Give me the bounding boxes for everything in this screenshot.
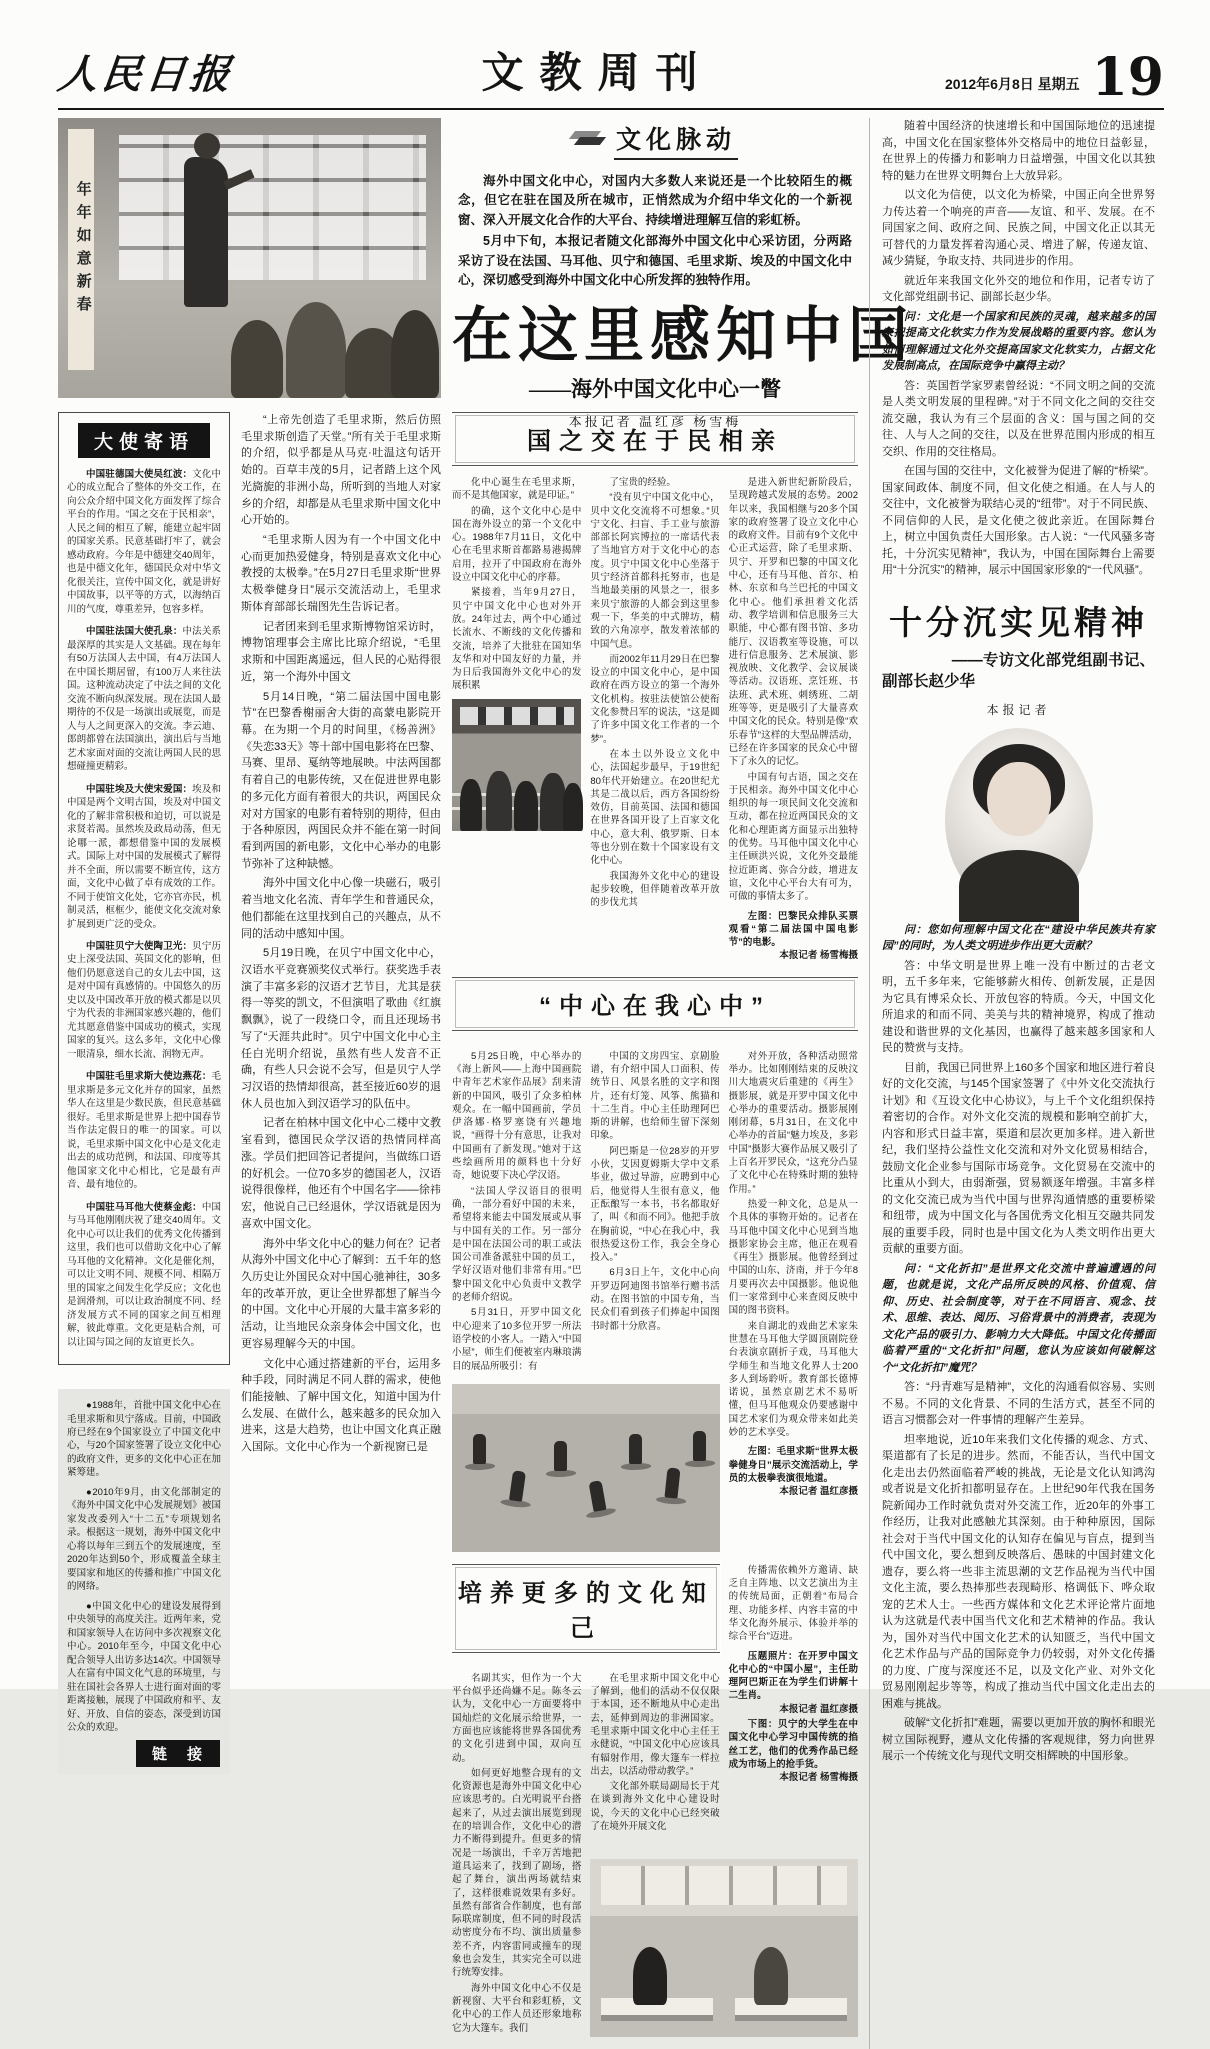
peiyang-col1: 名副其实，但作为一个大平台似乎还尚嫌不足。陈冬云认为，文化中心一方面要将中国灿烂的文化展示给世界，一方面也应该能将世界各国优秀的文化引进到中国，双向互动。 如何更好地整合现有的文化资源也是海外中国文化中心应该思考的。白光明说平台搭起来了，从过去演出展览到现在的培训合作，文化中心的潜力不断得到提升。但更多的情况是一场演出，千辛万苦地把道具运来了，找到了剧场，搭起了舞台，演出两场就结束了，这样很难说效果有多好。虽然有部省合作制度，也有部际联席制度，但不同的时段活动密度分布不均、演出质量参差不齐，内容雷同或撞车的现象也会发生，其实完全可以进行统筹安排。 海外中国文化中心不仅是新视窗、大平台和彩虹桥，文化中心的工作人员还形象地称它为大篷车。我们 bbox=[452, 1672, 582, 2034]
intro-paragraph: 海外中国文化中心，对国内大多数人来说还是一个比较陌生的概念，但它在驻在国及所在城市，正悄然成为介绍中华文化的一个新视窗、深入开展文化合作的大平台、持续增进理解互信的彩虹桥。 bbox=[458, 174, 852, 227]
ambassador-item: 中国驻马耳他大使蔡金彪：中国与马耳他刚刚庆祝了建交40周年。文化中心可以让我们的优秀文化传播到这里，我们也可以借助文化中心了解马耳他的文化精神。文化是催化剂，可以让文明不同、规模不同、相隔万里的国家之间发生化学反应；文化也是润滑剂，可以让政治制度不同、经济发展方式不同的国家之间互相理解，彼此尊重。文化更是粘合剂，可以让国与国之间的友谊更长久。 bbox=[67, 1201, 221, 1348]
narrative-paragraph: “毛里求斯人因为有一个中国文化中心而更加热爱健身，特别是喜欢文化中心教授的太极拳。”在5月27日毛里求斯“世界太极拳健身日”展示交流活动上，毛里求斯体育部部长瑞图先生告诉记者。 bbox=[241, 534, 441, 613]
kicker-label: 文化脉动 bbox=[614, 120, 738, 160]
narrative-paragraph: 记者在柏林中国文化中心二楼中文教室看到，德国民众学汉语的热情同样高涨。学员们把回答记者提问，当做练口语的好机会。一位70多岁的德国老人，汉语说得很像样，他还有个中国名字——徐祎宏，他说自己已经退休，学汉语就是因为喜欢中国文化。 bbox=[241, 1117, 441, 1230]
narrative-column bbox=[241, 412, 441, 2049]
culture-pulse-icon bbox=[572, 129, 606, 151]
section-zhongxin bbox=[452, 977, 858, 1552]
links-item: ●中国文化中心的建设发展得到中央领导的高度关注。近两年来，党和国家领导人在访问中多次视察文化中心。2010年至今，中国文化中心配合领导人出访多达14次。中国领导人在富有中国文化气息的环境里，与驻在国社会各界人士进行面对面的零距离接触，展现了中国政府和平、友好、开放、自信的姿态，深受到访国公众的欢迎。 bbox=[67, 1600, 221, 1734]
couplet-banner: 年年如意新春 bbox=[68, 129, 94, 370]
narrative-paragraph: 记者团来到毛里求斯博物馆采访时，博物馆理事会主席比比琼介绍说，“毛里求斯和中国距离遥远，但人民的心贴得很近，第一个海外中国文 bbox=[241, 620, 441, 683]
classroom-window bbox=[601, 1866, 847, 1905]
ambassador-name: 中国驻埃及大使宋爱国： bbox=[86, 783, 193, 795]
photo-credit: 本报记者 温红彦摄 bbox=[779, 1486, 858, 1498]
interview-subhead: ——专访文化部党组副书记、副部长赵少华 bbox=[882, 651, 1155, 691]
dateline bbox=[945, 46, 1164, 108]
paris-film-queue-photo bbox=[452, 699, 581, 831]
ambassador-name: 中国驻德国大使吴红波： bbox=[86, 469, 193, 480]
guozhijiao-col1: 化中心诞生在毛里求斯，而不是其他国家，就是印证。” 的确，这个文化中心是中国在海外设立的第一个文化中心。1988年7月11日，文化中心在毛里求斯首都路易港揭牌启用，拉开了中国政府在海外设立中国文化中心的序幕。 紧接着，当年9月27日，贝宁中国文化中心也对外开放。24年过去，两个中心通过长流水、不断线的文化传播和交流，培养了大批驻在国知华友华和对中国友好的力量，并为日后我国海外文化中心的发展积累 bbox=[452, 476, 581, 965]
section-zhongxin-title: “中心在我心中” bbox=[452, 977, 858, 1031]
page-number: 19 bbox=[1091, 46, 1164, 108]
peiyang-col2: 在毛里求斯中国文化中心了解到，他们的活动不仅仅限于本国，还不断地从中心走出去，延伸到周边的非洲国家。毛里求斯中国文化中心主任王永健说，“中国文化中心应该具有辐射作用，像大篷车一样拉出去，以活动带动教学。” 文化部外联局副局长于芃在谈到海外文化中心建设时说，今天的文化中心已经突破了在境外开展文化 bbox=[590, 1672, 720, 1833]
ambassador-item: 中国驻贝宁大使陶卫光：贝宁历史上深受法国、英国文化的影响，但他们仍愿意送自己的女儿去中国，这是对中国有真感情的。中国悠久的历史以及中国改革开放的模式都是以贝宁为代表的非洲国家感兴趣的，他们尤其愿意借鉴中国成功的模式，实现国家的复兴。这么多年，文化中心像一眼清泉，细水长流、润物无声。 bbox=[67, 940, 221, 1060]
peiyang-col3: 传播需依赖外方邀请、缺乏自主阵地、以文艺演出为主的传统局面，正朝着“布局合理、功能多样、内容丰富的中华文化海外展示、体验并举的综合平台”迈进。 压题照片：在开罗中国文化中心的“中国小屋”，主任助理阿巴斯正在为学生们讲解十二生肖。 本报记者 温红彦摄 下图：贝宁的大学生在中国文化中心学习中国传统的掐丝工艺，他们的优秀作品已经成为市场上的抢手货。 本报记者 杨雪梅摄 bbox=[728, 1564, 858, 1784]
caption-label: 左图： bbox=[747, 1446, 777, 1458]
photo-credit: 本报记者 杨雪梅摄 bbox=[779, 950, 858, 962]
main-subhead: ——海外中国文化中心一瞥 bbox=[529, 377, 781, 402]
guozhijiao-col2: 了宝贵的经验。 “没有贝宁中国文化中心，贝中文化交流将不可想象。”贝宁文化、扫盲、手工业与旅游部部长阿宾博拉的一席话代表了当地官方对于文化中心的态度。贝宁中国文化中心坐落于贝宁经济首都科托努市，也是当地最美丽的风景之一，很多来贝宁旅游的人都会到这里参观一下，华美的中式牌坊，精致的六角凉亭，散发着浓郁的中国气息。 而2002年11月29日在巴黎设立的中国文化中心，是中国政府在西方设立的第一个海外文化机构。按驻法使馆公使衔文化参赞吕军的说法，“这是圆了许多中国文化工作者的一个梦”。 在本土以外设立文化中心，法国起步最早，于19世纪80年代开始建立。在20世纪尤其是二战以后，西方各国纷纷效仿，目前英国、法国和德国在世界各国开设了上百家文化中心，意大利、俄罗斯、日本等也分别在数十个国家设有文化中心。 我国海外文化中心的建设起步较晚，但伴随着改革开放的步伐尤其 bbox=[590, 477, 720, 909]
zhongxin-col3: 对外开放，各种活动照常举办。比如刚刚结束的反映汶川大地震灾后重建的《再生》摄影展，就是开罗中国文化中心举办的重要活动。摄影展刚刚闭幕，5月31日，在文化中心举办的首届“魅力埃及，多彩中国”摄影大赛作品展又吸引了上百名开罗民众，“这充分凸显了文化中心在特殊时期的独特作用。” 热爱一种文化，总是从一个具体的事物开始的。记者在马耳他中国文化中心见到当地摄影家协会主席，他正在观看《再生》摄影展。他曾经到过中国的山东、济南，并于今年8月要再次去中国摄影。他说他们一家常到中心来查阅反映中国的图书资料。 来自湖北的戏曲艺术家朱世慧在马耳他大学圆顶剧院登台表演京剧折子戏，马耳他大学师生和当地文化界人士200多人到场聆听。教育部长德博诺说，虽然京剧艺术不易听懂，但马耳他观众仍要感谢中国艺术家们为观众带来如此美妙的艺术享受。 左图：毛里求斯“世界太极拳健身日”展示交流活动上，学员的太极拳表演很地道。 本报记者 温红彦摄 bbox=[728, 1050, 858, 1498]
narrative-paragraph: 5月14日晚，“第二届法国中国电影节”在巴黎香榭丽舍大街的高蒙电影院开幕。在为期一个月的时间里，《杨善洲》《失恋33天》等十部中国电影将在巴黎、马赛、里昂、戛纳等地展映。中法两国都有着自己的电影传统，又在促进世界电影的多元化方面有着很大的共识，两国民众对对方国家的电影有着特别的期待，但由于各种原因，两国民众并不能在第一时间看到两国的新电影，文化中心举办的电影节弥补了这种缺憾。 bbox=[241, 690, 441, 870]
interview-intro: 随着中国经济的快速增长和中国国际地位的迅速提高，中国文化在国家整体外交格局中的地位日益彰显，在世界上的传播力和影响力日益增强，中国文化以其独特的魅力在世界文明舞台上大放异彩。 以文化为信使，以文化为桥梁，中国正向全世界努力传达着一个响亮的声音——友谊、和平、发展。在不同国家之间、政府之间、民族之间，中国文化正以其无可替代的力量发挥着沟通心灵、增进了解，传递友谊、减少猜疑，争取支持、共同进步的作用。 就近年来我国文化外交的地位和作用，记者专访了文化部党组副书记、副部长赵少华。 bbox=[882, 120, 1155, 303]
section-guozhijiao bbox=[452, 412, 858, 965]
links-label: 链 接 bbox=[136, 1740, 220, 1767]
masthead bbox=[55, 38, 1164, 110]
interview-qa-bottom: 问：您如何理解中国文化在“建设中华民族共有家园”的同时，为人类文明进步作出更大贡献？ 答：中华文明是世界上唯一没有中断过的古老文明，五千多年来，它能够薪火相传、创新发展，正是因为它具有博采众长、开放包容的特质。今天，中国文化所追求的和而不同、美美与共的精神境界，构成了推动建设和谐世界的文化基因，也赢得了越来越多国家和人民的赞赏与支持。 目前，我国已同世界上160多个国家和地区进行着良好的文化交流，与145个国家签署了《中外文化交流执行计划》和《互设文化中心协议》，与上千个文化组织保持着密切的合作。对外文化交流的规模和影响空前扩大，内容和形式日益丰富，渠道和层次更加多样。进入新世纪，我们坚持公益性文化交流和对外文化贸易相结合，鼓励文化企业参与国际市场竞争。文化贸易在交流中的比重从小到大，由弱渐强，贸易额逐年增强。丰富多样的文化交流已成为当代中国与世界沟通情感的重要桥梁和纽带，成为中国文化与各国优秀文化相互交融共同发展的重要手段，同时也是中国文化为人类文明作出更大贡献的重要方面。 问：“文化折扣”是世界文化交流中普遍遭遇的问题，也就是说，文化产品所反映的风格、价值观、信仰、历史、社会制度等，对于在不同语言、观念、技术、思维、表达、阅历、习俗背景中的消费者，表现为文化产品的吸引力、影响力大大降低。中国文化传播面临着严重的“文化折扣”问题，您认为应该如何破解这个“文化折扣”魔咒？ 答：“丹青难写是精神”，文化的沟通看似容易、实则不易。不同的文化背景、不同的生活方式，甚至不同的语言习惯都会对一件事情的理解产生差异。 坦率地说，近10年来我们文化传播的观念、方式、渠道都有了长足的进步。然而，不能否认，当代中国文化走出去仍然面临着严峻的挑战，无论是文化认知鸿沟或者说是文化折扣都明显存在。上世纪90年代我在国务院新闻办工作时就负责对外交流工作，近20年的外事工作经历，让我对此感触尤其深刻。由于种种原因，国际社会对于当代中国文化的认知存在偏见与盲点，提到当代中国文化，要么想到反映落后、愚昧的中国封建文化遗存，要么将一些非主流思潮的文艺作品视为当代中国文化主流，要么热捧那些表现畸形、格调低下、哗众取宠的艺术人士。一些西方媒体和文化艺术评论常片面地认为这就是代表中国当代文化和艺术精神的作品。我认为，国外对当代中国文化艺术的认知匮乏，当代中国文化艺术作品与产品的国际竞争力仍较弱，对外文化传播的力度、广度与深度还不足，以及文化产业、对外文化贸易刚刚起步等等，构成了推动当代中国文化走出去的困难与挑战。 破解“文化折扣”难题，需要以更加开放的胸怀和眼光树立国际视野，遵从文化传播的客观规律，努力向世界展示一个传统文化与现代文明交相辉映的中国形象。 bbox=[882, 923, 1155, 1763]
photo-caption: 下图：贝宁的大学生在中国文化中心学习中国传统的掐丝工艺，他们的优秀作品已经成为市场上的抢手货。 本报记者 杨雪梅摄 bbox=[728, 1719, 858, 1784]
links-item: ●2010年9月，由文化部制定的《海外中国文化中心发展规划》被国家发改委列入“十二五”专项规划名录。根据这一规划，海外中国文化中心将以每年三到五个的发展速度，至2020年达到50个，形成覆盖全球主要国家和地区的传播和推广中国文化的网络。 bbox=[67, 1486, 221, 1593]
ambassador-box bbox=[58, 412, 230, 1365]
ambassador-name: 中国驻法国大使孔泉： bbox=[86, 626, 183, 638]
narrative-paragraph: 海外中华文化中心的魅力何在？记者从海外中国文化中心了解到：五千年的悠久历史让外国民众对中国心驰神往，30多年的改革开放，更让全世界都想了解当今的中国。文化中心开展的大量丰富多彩的活动，让当地民众亲身体会中国文化，也更容易理解今天的中国。 bbox=[241, 1237, 441, 1350]
narrative-paragraph: 5月19日晚，在贝宁中国文化中心，汉语水平竞赛颁奖仪式举行。获奖选手表演了丰富多彩的汉语才艺节目，尤其是获得一等奖的凯文，不但演唱了歌曲《红旗飘飘》，说了一段绕口令，而且还现场书写了“天涯共此时”。贝宁中国文化中心主任白光明介绍说，虽然有些人发音不正确，有些人只会说不会写，但是贝宁人学习汉语的热情却很高，甚至接近60岁的退休人员也加入到汉语学习的队伍中。 bbox=[241, 947, 441, 1110]
ambassador-name: 中国驻毛里求斯大使边燕花： bbox=[86, 1071, 212, 1083]
narrative-paragraph: 文化中心通过搭建新的平台，运用多种手段，同时满足不同人群的需求，使他们能接触、了解中国文化，知道中国为什么发展、在做什么，越来越多的民众加入进来，这是大趋势，也让中国文化真正融入国际。文化中心作为一个新视窗已是 bbox=[241, 1357, 441, 1454]
taichi-demo-photo bbox=[452, 1384, 720, 1552]
kicker bbox=[452, 120, 858, 160]
children-figures bbox=[223, 292, 434, 398]
zhao-shaohua-portrait bbox=[945, 728, 1093, 912]
narrative-paragraph: “上帝先创造了毛里求斯，然后仿照毛里求斯创造了天堂。”所有关于毛里求斯的介绍，似乎都是从马克·吐温这句话开始的。百草丰茂的5月，记者踏上这个风光旖旎的非洲小岛，所听到的当地人对家乡的介绍，却都是从毛里求斯中国文化中心开始的。 bbox=[241, 414, 441, 527]
date-text: 2012年6月8日 星期五 bbox=[945, 76, 1080, 92]
interview-headline: 十分沉实见精神 bbox=[889, 605, 1148, 642]
ambassador-item: 中国驻毛里求斯大使边燕花：毛里求斯是多元文化并存的国家，虽然华人在这里是少数民族，但民意基础很好。毛里求斯是世界上把中国春节当作法定假日的唯一的国家。可以说，毛里求斯中国文化中心是文化走出去的成功范例，和法国、印度等其他国家文化中心相比，它是最有声音、最有地位的。 bbox=[67, 1071, 221, 1191]
caption-label: 下图： bbox=[747, 1719, 778, 1731]
photo-credit: 本报记者 杨雪梅摄 bbox=[779, 1772, 858, 1784]
lead-photo-cultural-center bbox=[58, 118, 441, 398]
ambassador-list bbox=[67, 468, 221, 1349]
links-list bbox=[67, 1399, 221, 1735]
guozhijiao-col3: 是进入新世纪新阶段后，呈现跨越式发展的态势。2002年以来，我国相继与20多个国家的政府签署了设立文化中心的政府文件。目前有9个文化中心正式运营，除了毛里求斯、贝宁、开罗和巴黎的中国文化中心，还有马耳他、首尔、柏林、东京和乌兰巴托的中国文化中心。他们承担着文化活动、教学培训和信息服务三大职能，中心都有图书馆、多功能厅、汉语教室等设施，可以进行信息服务、艺术展演、影视放映、文化教学、会议展谈等活动。汉语班、烹饪班、书法班、武术班、刺绣班、二胡班等等，更是吸引了大量喜欢中国文化的民众。特别是像“欢乐春节”这样的大型品牌活动，已经在许多国家的民众心中留下了永久的记忆。 中国有句古语，国之交在于民相亲。海外中国文化中心组织的每一项民间文化交流和互动，都在拉近两国民众的文化和心理距离方面显示出独特的优势。马耳他中国文化中心主任顾洪兴说，文化外交最能拉近距离、弥合分歧，增进友谊，文化中心平台大有可为，可做的事情太多了。 左图：巴黎民众排队买票观看“第二届法国中国电影节”的电影。 本报记者 杨雪梅摄 bbox=[728, 477, 858, 962]
narrative-paragraph: 海外中国文化中心像一块磁石，吸引着当地文化名流、青年学生和普通民众，他们都能在这里找到自己的兴趣点，从不同的活动中感知中国。 bbox=[241, 877, 441, 940]
section-peiyang bbox=[452, 1564, 858, 2037]
interview-column bbox=[869, 118, 1155, 2049]
links-box bbox=[58, 1389, 230, 1775]
intro-paragraph: 5月中下旬，本报记者随文化部海外中国文化中心采访团，分两路采访了设在法国、马耳他、贝宁和德国、毛里求斯、埃及的中国文化中心，深切感受到海外中国文化中心所发挥的独特作用。 bbox=[458, 234, 852, 287]
paris-photo-caption: 左图：巴黎民众排队买票观看“第二届法国中国电影节”的电影。 本报记者 杨雪梅摄 bbox=[728, 910, 858, 962]
photo-caption: 压题照片：在开罗中国文化中心的“中国小屋”，主任助理阿巴斯正在为学生们讲解十二生肖。 本报记者 温红彦摄 bbox=[728, 1650, 858, 1715]
benin-classroom-photo bbox=[590, 1859, 858, 2037]
cinema-marquee bbox=[460, 707, 574, 725]
feature-intro bbox=[458, 172, 852, 290]
ambassador-item: 中国驻德国大使吴红波：文化中心的成立配合了整体的外交工作，在向公众介绍中国文化方面发挥了综合平台的作用。“国之交在于民相亲”，人民之间的相互了解，能建立起牢固的国家关系。民意基础打牢了，就会感动政府。今年是中德建交40周年，也是中德文化年，德国民众对中华文化很关注，宣传中国文化，就是讲好中国故事，以平等的方式，以海纳百川的气度，尊重差异，包容多样。 bbox=[67, 469, 221, 615]
main-byline: 本报记者 温红彦 杨雪梅 bbox=[568, 414, 742, 430]
zhongxin-col1: 5月25日晚，中心举办的《海上新风——上海中国画院中青年艺术家作品展》刮来清新的中国风，吸引了众多柏林观众。在一幅中国画前，学员伊洛娜·格罗塞饶有兴趣地说，“画得十分有意思，让我对中国画有了新发现。”她对于这些绘画所用的颜料也十分好奇，她说要下决心学汉语。 “法国人学汉语目的很明确，一部分看好中国的未来，希望将来能去中国发展或从事与中国有关的工作。另一部分是中国在法国公司的职工或法国公司准备派驻中国的员工，学好汉语对他们非常有用。”巴黎中国文化中心负责中文教学的老师介绍说。 5月31日，开罗中国文化中心迎来了10多位开罗一所法语学校的小客人。一踏入“中国小屋”，师生们便被室内琳琅满目的展品所吸引：有 bbox=[452, 1050, 582, 1372]
caption-label: 压题照片： bbox=[747, 1650, 799, 1662]
ambassador-item: 中国驻埃及大使宋爱国：埃及和中国是两个文明古国，埃及对中国文化的了解非常积极和迫切，可以说是求贤若渴。虽然埃及政局动荡，但无论哪一派，都想借鉴中国的发展模式。国际上对中国的发展模式了解得并不全面，所以需要不断宣传，这方面，文化中心做了卓有成效的工作。不同于使馆文化处，它亦官亦民，机制灵活，框框少，能使文化交流对象扩展到更广泛的受众。 bbox=[67, 783, 221, 930]
teacher-figure bbox=[184, 157, 228, 307]
links-item: ●1988年，首批中国文化中心在毛里求斯和贝宁落成。目前，中国政府已经在9个国家设立了中国文化中心，与20个国家签署了设立文化中心的政府文件，更多的文化中心正在加紧筹建。 bbox=[67, 1400, 221, 1479]
ambassador-item: 中国驻法国大使孔泉：中法关系最深厚的其实是人文基础。现在每年有50万法国人去中国，有4万法国人在中国长期居留，有100万人来往法国。这种流动决定了中法之间的文化交流不断向纵深发展。现在法国人最期待的不仅是一场演出或展览，而是人与人之间更深入的交流。李云迪、郎朗都曾在法国演出，演出后与当地艺术家面对面的交流让两国人民的思想碰撞更精彩。 bbox=[67, 626, 221, 773]
feature-header bbox=[452, 118, 914, 430]
section-title: 文教周刊 bbox=[481, 49, 714, 96]
interview-byline: 本报记者 bbox=[986, 702, 1051, 717]
zhongxin-col2: 中国的文房四宝、京剧脸谱，有介绍中国人口面积、传统节日、风景名胜的文字和图片，还有灯笼、风筝、熊猫和十二生肖。中心主任助理阿巴斯的讲解，也给师生留下深刻印象。 阿巴斯是一位28岁的开罗小伙，艾因夏姆斯大学中文系毕业，做过导游，应聘到中心后，他觉得人生很有意义，他正酝酿写一本书，书名都取好了，叫《和而不同》。他把手放在胸前说，“中心在我心中，我很热爱这份工作，我会全身心投入。” 6月3日上午，文化中心向开罗迈阿迪图书馆举行赠书活动。在图书馆的中国专角，当民众们看到孩子们捧起中国图书时都十分欣喜。 bbox=[590, 1050, 720, 1332]
student-figure bbox=[633, 1947, 667, 2005]
bottom-captions bbox=[729, 1650, 858, 1785]
main-headline: 在这里感知中国 bbox=[452, 302, 914, 370]
ambassador-name: 中国驻贝宁大使陶卫光： bbox=[86, 940, 193, 952]
ambassador-name: 中国驻马耳他大使蔡金彪： bbox=[86, 1201, 202, 1213]
photo-credit: 本报记者 温红彦摄 bbox=[779, 1703, 858, 1715]
section-peiyang-title: 培养更多的文化知己 bbox=[452, 1564, 720, 1653]
section-guozhijiao-title: 国之交在于民相亲 bbox=[452, 412, 858, 466]
left-sidebar bbox=[58, 412, 230, 2049]
poster-wall bbox=[119, 135, 425, 281]
student-figure bbox=[754, 1947, 788, 2005]
caption-label: 左图： bbox=[747, 910, 778, 922]
center-column bbox=[452, 412, 858, 2049]
ambassador-box-title: 大使寄语 bbox=[78, 423, 210, 458]
interview-qa-top: 问：文化是一个国家和民族的灵魂，越来越多的国家把提高文化软实力作为发展战略的重要内容。您认为如何理解通过文化外交提高国家文化软实力，占据文化发展制高点，在国际竞争中赢得主动？ 答：英国哲学家罗素曾经说：“不同文明之间的交流是人类文明发展的里程碑。”对于不同文化之间的交往交流交融，我认为有三个层面的含义：国与国之间的交往、人与人之间的交往，以及在世界范围内形成的相互交织、作用的交往格局。 在国与国的交往中，文化被誉为促进了解的“桥梁”。国家间政体、制度不同，但文化使之相通。在人与人的交往中，文化被誉为联结心灵的“纽带”。对于不同民族、不同信仰的人民，是文化使之彼此亲近。在国际舞台上，树立中国负责任大国形象。古人说：“一代风骚多寄托，十分沉实见精神”，我认为，中国在国际舞台上需要用“十分沉实”的精神，展示中国国家形象的“一代风骚”。 bbox=[882, 310, 1155, 576]
newspaper-logo: 人民日报 bbox=[55, 51, 237, 98]
taichi-photo-caption: 左图：毛里求斯“世界太极拳健身日”展示交流活动上，学员的太极拳表演很地道。 本报记者 温红彦摄 bbox=[728, 1446, 858, 1498]
